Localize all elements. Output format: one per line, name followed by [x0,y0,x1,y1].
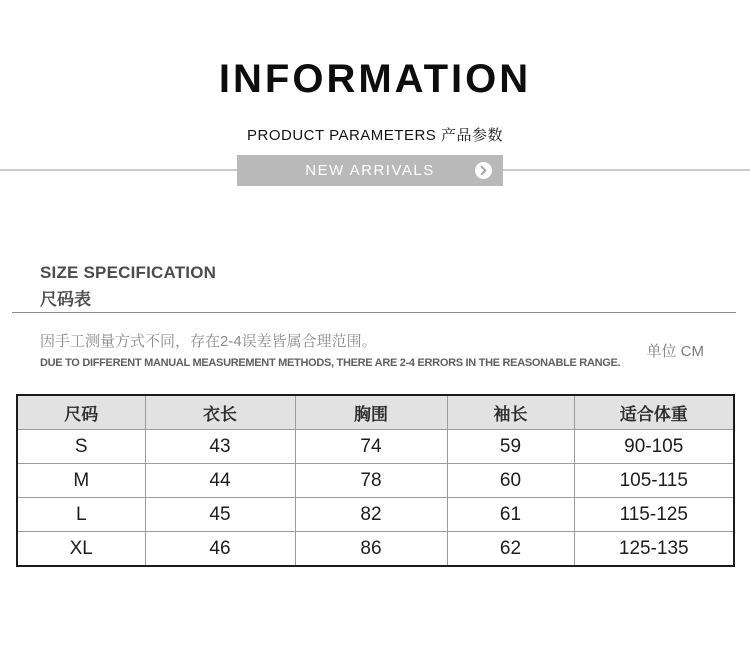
table-row-s [17,430,734,464]
table-cell: 61 [447,498,574,532]
new-arrivals-banner [237,155,503,186]
new-arrivals-banner-row [0,155,750,186]
header-cell-bust: 胸围 [295,395,447,430]
table-cell: 43 [145,430,295,464]
header-cell-length: 衣长 [145,395,295,430]
chevron-right-circle-icon [475,162,492,179]
table-row-xl [17,532,734,567]
table-cell: 46 [145,532,295,567]
table-cell: 115-125 [574,498,734,532]
table-cell: 125-135 [574,532,734,567]
section-heading-zh: 尺码表 [40,290,91,309]
table-cell: 44 [145,464,295,498]
table-cell: 60 [447,464,574,498]
table-row-l [17,498,734,532]
table-cell: 74 [295,430,447,464]
table-cell: S [17,430,145,464]
table-cell: M [17,464,145,498]
table-cell: 45 [145,498,295,532]
horizontal-rule [12,312,736,313]
table-cell: 90-105 [574,430,734,464]
table-cell: 105-115 [574,464,734,498]
header-cell-sleeve: 袖长 [447,395,574,430]
section-heading [40,263,216,310]
table-row-m [17,464,734,498]
page-subtitle: PRODUCT PARAMETERS 产品参数 [247,127,503,144]
table-cell: 82 [295,498,447,532]
table-cell: 59 [447,430,574,464]
measurement-note [40,330,620,369]
size-table-header-row [17,395,734,430]
size-table [16,394,735,567]
page-title: INFORMATION [218,57,532,101]
table-cell: XL [17,532,145,567]
header-cell-weight: 适合体重 [574,395,734,430]
header-cell-size: 尺码 [17,395,145,430]
measurement-note-zh: 因手工测量方式不同，存在2-4误差皆属合理范围。 [40,333,377,350]
unit-label: 单位 CM [646,343,704,360]
table-cell: 86 [295,532,447,567]
table-cell: L [17,498,145,532]
measurement-note-en: DUE TO DIFFERENT MANUAL MEASUREMENT METHODS, THERE ARE 2-4 ERRORS IN THE REASONABLE RANGE. [40,357,621,369]
section-heading-en: SIZE SPECIFICATION [40,263,217,282]
table-cell: 78 [295,464,447,498]
banner-label: NEW ARRIVALS [305,162,435,179]
table-cell: 62 [447,532,574,567]
